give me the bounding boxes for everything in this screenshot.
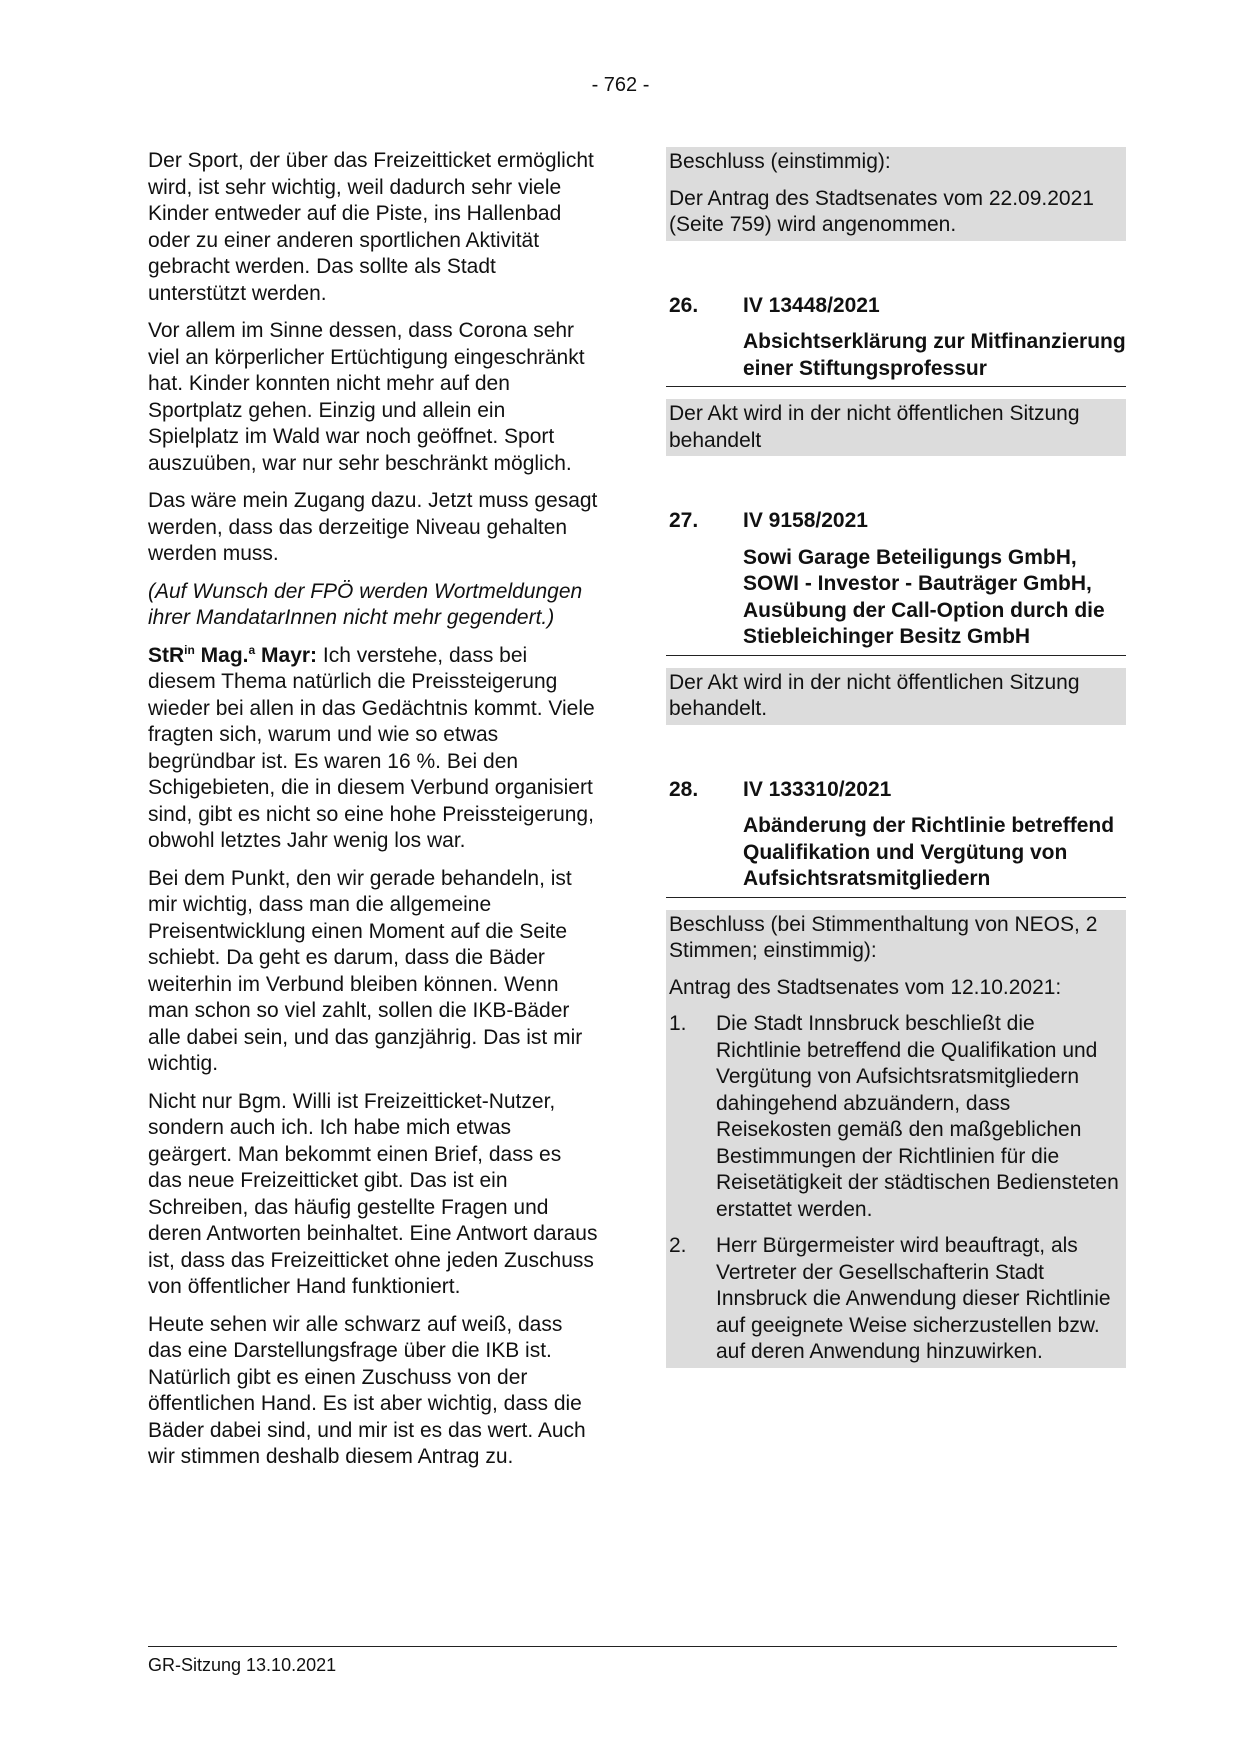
item-decision-box [666, 910, 1126, 1368]
item-code: IV 13448/2021 [743, 293, 880, 317]
paragraph: Das wäre mein Zugang dazu. Jetzt muss gesagt werden, dass das derzeitige Niveau gehalten werden muss. [148, 489, 598, 565]
list-item [669, 1011, 1124, 1223]
list-number: 2. [669, 1234, 687, 1257]
item-header [666, 777, 1126, 804]
paragraph: Bei dem Punkt, den wir gerade behandeln, ist mir wichtig, dass man die allgemeine Preisentwicklung einen Moment auf die Seite schiebt. Da geht es darum, dass die Bäder weiterhin im Verbund bleiben können. Wenn man schon so viel zahlt, sollen die IKB-Bäder alle dabei sein, und das ganzjährig. Das ist mir wichtig. [148, 866, 583, 1075]
left-column [148, 148, 598, 1471]
item-number: 27. [669, 509, 699, 532]
item-box: Der Akt wird in der nicht öffentlichen Sitzung behandelt. [666, 668, 1126, 725]
page-number: - 762 - [591, 74, 650, 96]
footer-divider [148, 1646, 1117, 1647]
item-code: IV 9158/2021 [743, 509, 868, 532]
agenda-item-27 [666, 508, 1126, 725]
item-header [666, 508, 1126, 535]
agenda-item-28 [666, 777, 1126, 1368]
decision-label: Beschluss (einstimmig): [669, 150, 891, 173]
item-title: Sowi Garage Beteiligungs GmbH, SOWI - Investor - Bauträger GmbH, Ausübung der Call-Option durch die Stiebleichinger Besitz GmbH [666, 545, 1126, 656]
paragraph: Der Sport, der über das Freizeitticket ermöglicht wird, ist sehr wichtig, weil dadurch sehr viele Kinder entweder auf die Piste, ins Hallenbad oder zu einer anderen sportlichen Aktivität gebracht werden. Das sollte als Stadt unterstützt werden. [148, 149, 594, 305]
list-item [669, 1233, 1124, 1366]
list-text: Herr Bürgermeister wird beauftragt, als Vertreter der Gesellschafterin Stadt Innsbruck die Anwendung dieser Richtlinie auf geeignete Weise sicherzustellen bzw. auf deren Anwendung hinzuwirken. [716, 1234, 1111, 1363]
item-code: IV 133310/2021 [743, 777, 892, 801]
decision-label: Beschluss (bei Stimmenthaltung von NEOS, 2 Stimmen; einstimmig): [669, 912, 1098, 962]
speaker-text: Ich verstehe, dass bei diesem Thema natürlich die Preissteigerung wieder bei allen in das Gedächtnis kommt. Viele fragten sich, warum und wie so etwas begründbar ist. Es waren 16 %. Bei den Schigebieten, die in diesem Verbund organisiert sind, gibt es nicht so eine hohe Preissteigerung, obwohl letztes Jahr wenig los war. [148, 643, 595, 852]
list-text: Die Stadt Innsbruck beschließt die Richtlinie betreffend die Qualifikation und Vergütung von Aufsichtsratsmitgliedern dahingehend abzuändern, dass Reisekosten gemäß den maßgeblichen Bestimmungen der Richtlinien für die Reisetätigkeit der städtischen Bediensteten erstattet werden. [716, 1012, 1119, 1221]
item-box: Der Akt wird in der nicht öffentlichen Sitzung behandelt [666, 399, 1126, 456]
footer: GR-Sitzung 13.10.2021 [148, 1655, 337, 1675]
item-title: Absichtserklärung zur Mitfinanzierung einer Stiftungsprofessur [666, 329, 1126, 387]
item-number: 26. [669, 293, 699, 317]
decision-box [666, 147, 1126, 241]
decision-list [669, 1011, 1124, 1366]
paragraph: Nicht nur Bgm. Willi ist Freizeitticket-Nutzer, sondern auch ich. Ich habe mich etwas geärgert. Man bekommt einen Brief, dass es das neue Freizeitticket gibt. Das ist ein Schreiben, das häufig gestellte Fragen und deren Antworten beinhaltet. Eine Antwort daraus ist, dass das Freizeitticket ohne jeden Zuschuss von öffentlicher Hand funktioniert. [148, 1089, 598, 1298]
list-number: 1. [669, 1012, 687, 1035]
motion-label: Antrag des Stadtsenates vom 12.10.2021: [669, 975, 1062, 999]
paragraph: Heute sehen wir alle schwarz auf weiß, dass das eine Darstellungsfrage über die IKB ist. Natürlich gibt es einen Zuschuss von der öffentlichen Hand. Es ist aber wichtig, dass die Bäder dabei sind, und mir ist es das wert. Auch wir stimmen deshalb diesem Antrag zu. [148, 1312, 586, 1468]
speaker-name: StR$^{in}$ Mag.$^a$ Mayr: [148, 642, 318, 667]
item-title: Abänderung der Richtlinie betreffend Qualifikation und Vergütung von Aufsichtsratsmitgliedern [666, 813, 1126, 898]
fpo-note: (Auf Wunsch der FPÖ werden Wortmeldungen ihrer MandatarInnen nicht mehr gegendert.) [148, 579, 583, 629]
item-header [666, 293, 1126, 320]
speaker-paragraph [148, 643, 598, 855]
agenda-item-26 [666, 293, 1126, 457]
item-number: 28. [669, 777, 699, 801]
paragraph: Vor allem im Sinne dessen, dass Corona sehr viel an körperlicher Ertüchtigung eingeschränkt hat. Kinder konnten nicht mehr auf den Sportplatz gehen. Einzig und allein ein Spielplatz im Wald war noch geöffnet. Sport auszuüben, war nur sehr beschränkt möglich. [148, 319, 585, 475]
right-column [666, 147, 1126, 1368]
decision-text: Der Antrag des Stadtsenates vom 22.09.2021 (Seite 759) wird angenommen. [669, 186, 1094, 236]
